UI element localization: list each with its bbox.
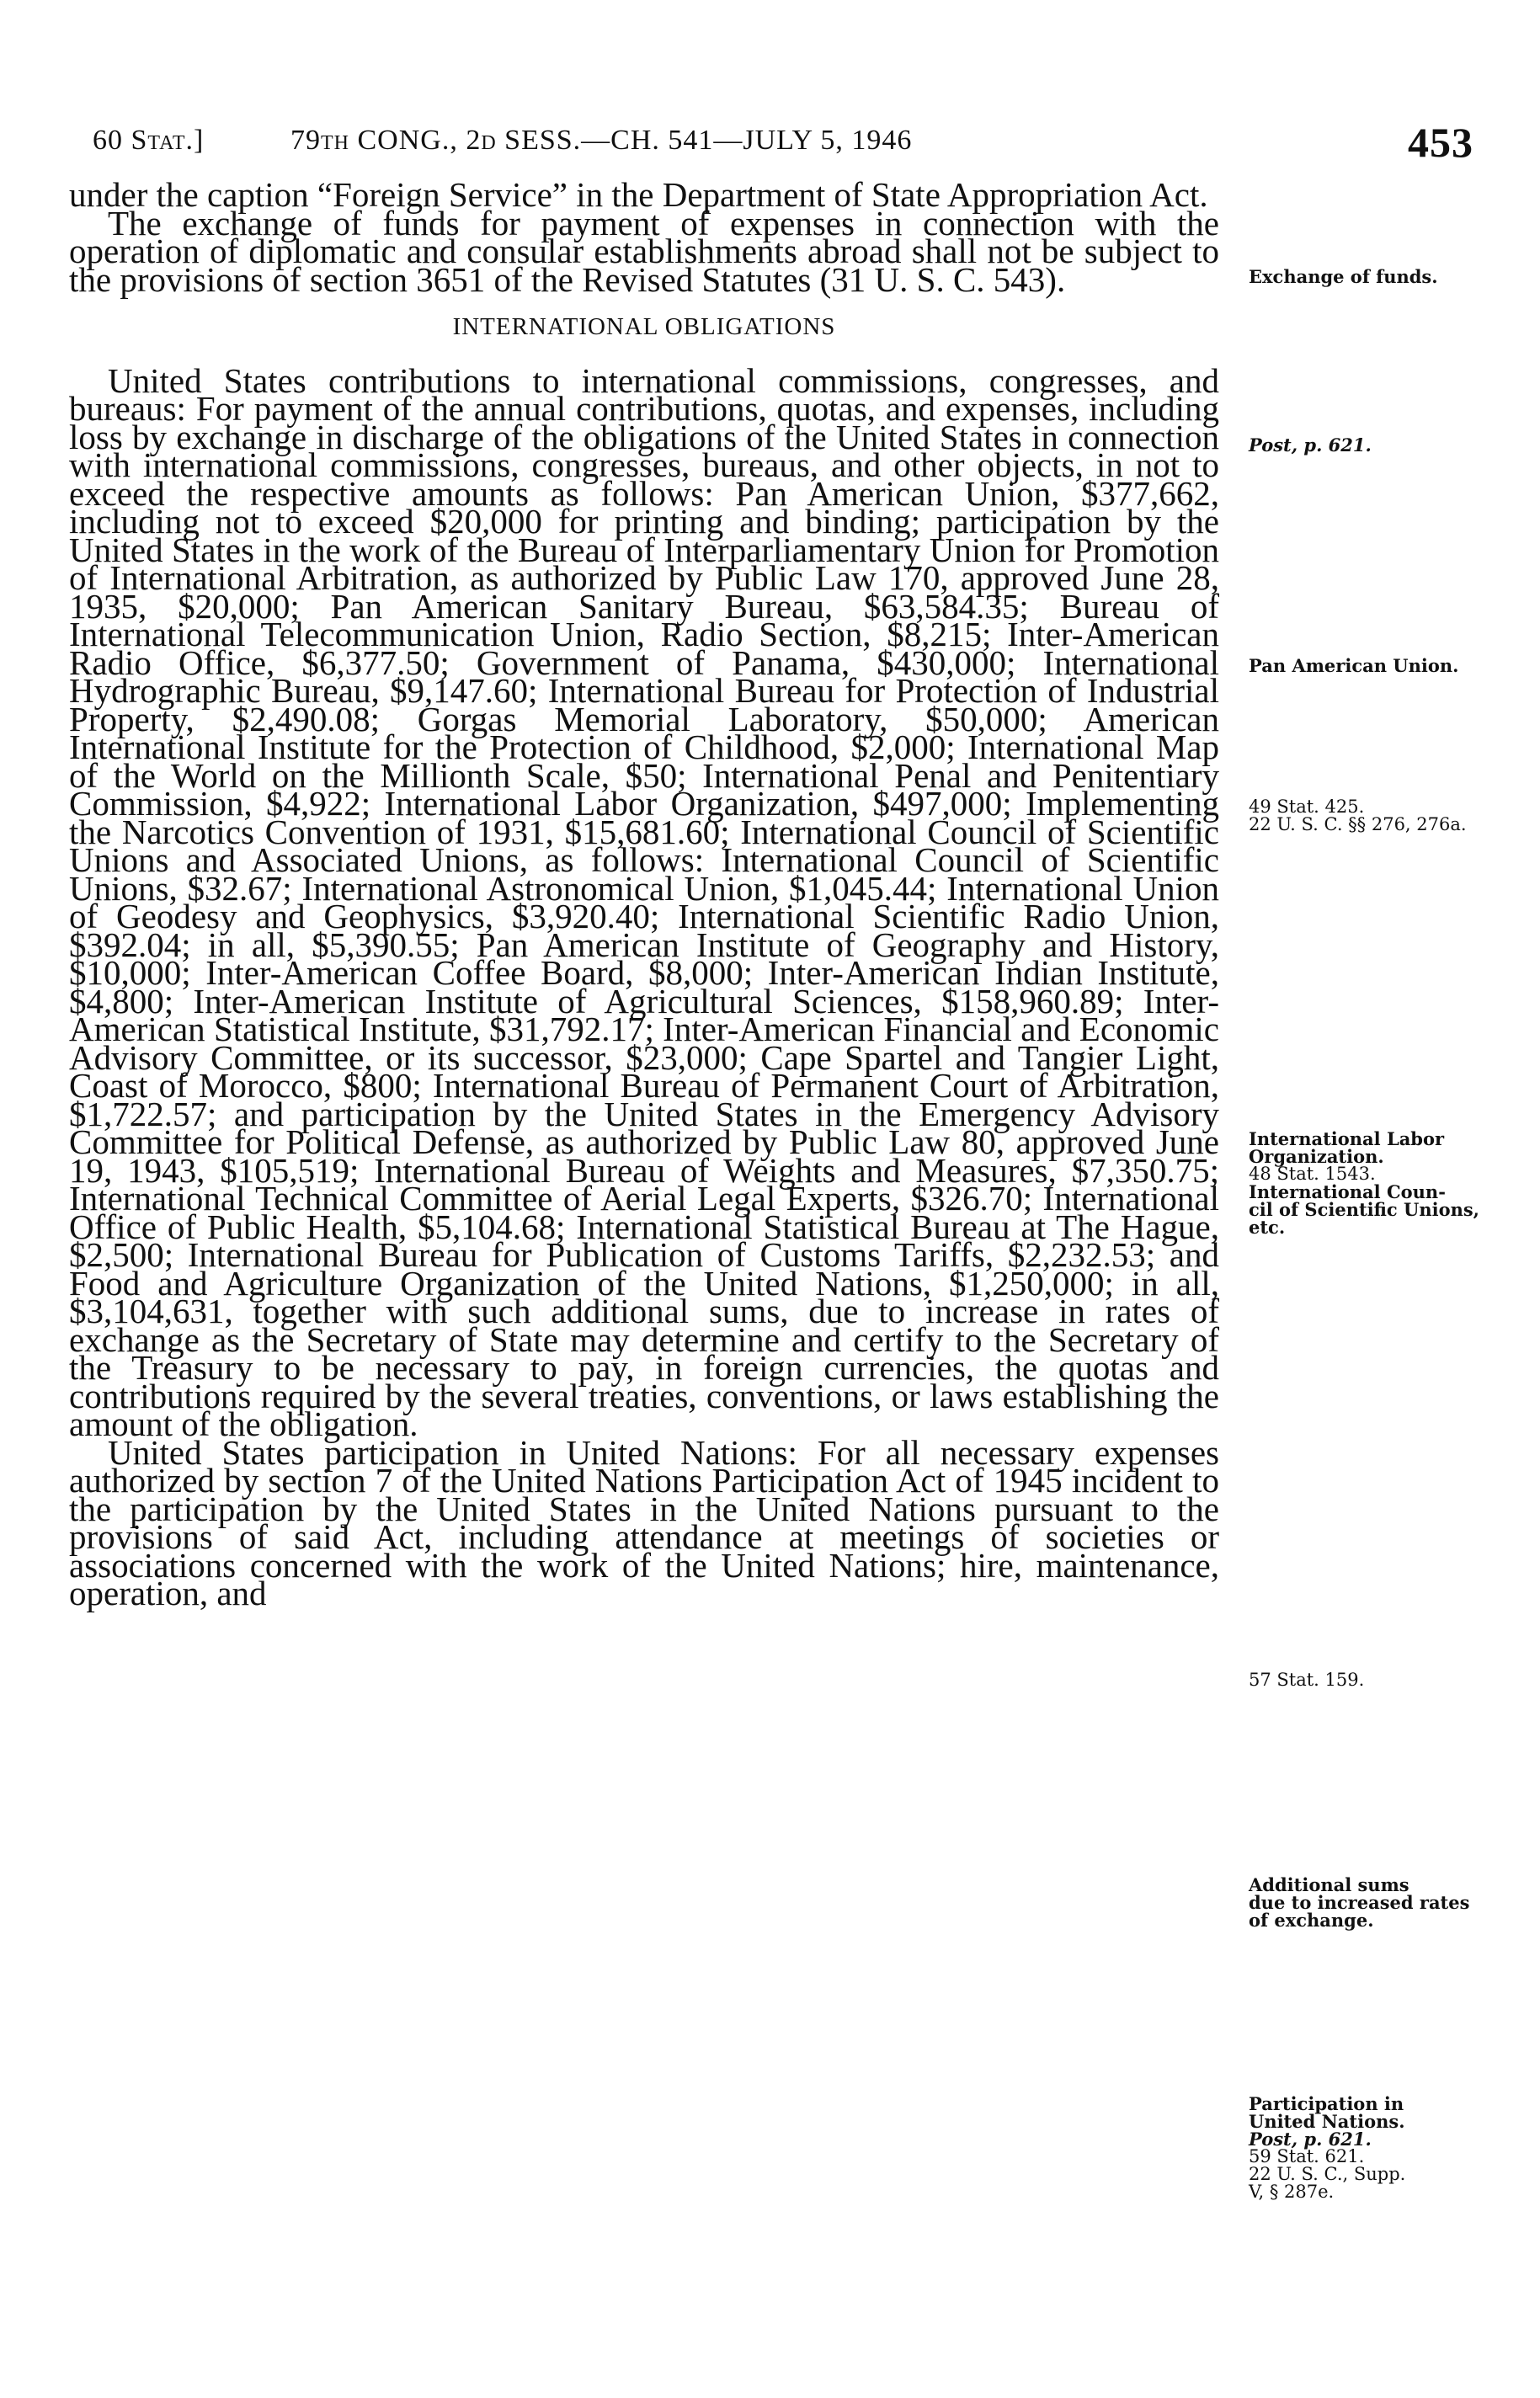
page-number: 453 <box>1408 119 1473 166</box>
paragraph-exchange-of-funds: The exchange of funds for payment of expenses in connection with the operation of diplomatic and consular establishments abroad shall not be subject to the provisions of section 3651 of the Revised Statutes (31 U. S. C. 543). <box>69 203 1219 299</box>
paragraph-contributions: United States contributions to international commissions, congresses, and bureaus: For payment of the annual contributions, quotas, and expenses, including loss by exchange in discharge of the obligations of the United States in connection with international commissions, congresses, bureaus, and other objects, in not to exceed the respective amounts as follows: Pan American Union, $377,662, including not to exceed $20,000 for printing and binding; participation by the United States in the work of the Bureau of Interparliamentary Union for Promotion of International Arbitration, as authorized by Public Law 170, approved June 28, 1935, $20,000; Pan American Sanitary Bureau, $63,584.35; Bureau of International Telecommunication Union, Radio Section, $8,215; Inter-American Radio Office, $6,377.50; Government of Panama, $430,000; International Hydrographic Bureau, $9,147.60; International Bureau for Protection of Industrial Property, $2,490.08; Gorgas Memorial Laboratory, $50,000; American International Institute for the Protection of Childhood, $2,000; International Map of the World on the Millionth Scale, $50; International Penal and Penitentiary Commission, $4,922; International Labor Organization, $497,000; Implementing the Narcotics Convention of 1931, $15,681.60; International Council of Scientific Unions and Associated Unions, as follows: International Council of Scientific Unions, $32.67; International Astronomical Union, $1,045.44; International Union of Geodesy and Geophysics, $3,920.40; International Scientific Radio Union, $392.04; in all, $5,390.55; Pan American Institute of Geography and History, $10,000; Inter-American Coffee Board, $8,000; Inter-American Indian Institute, $4,800; Inter-American Institute of Agricultural Sciences, $158,960.89; Inter-American Statistical Institute, $31,792.17; Inter-American Financial and Economic Advisory Committee, or its successor, $23,000; Cape Spartel and Tangier Light, Coast of Morocco, $800; International Bureau of Permanent Court of Arbitration, $1,722.57; and participation by the United States in the Emergency Advisory Committee for Political Defense, as authorized by Public Law 80, approved June 19, 1943, $105,519; International Bureau of Weights and Measures, $7,350.75; International Technical Committee of Aerial Legal Experts, $326.70; International Office of Public Health, $5,104.68; International Statistical Bureau at The Hague, $2,500; International Bureau for Publication of Customs Tariffs, $2,232.53; and Food and Agriculture Organization of the United Nations, $1,250,000; in all, $3,104,631, together with such additional sums, due to increase in rates of exchange as the Secretary of State may determine and certify to the Secretary of the Treasury to be necessary to pay, in foreign currencies, the quotas and contributions required by the several treaties, conventions, or laws establishing the amount of the obligation. <box>69 360 1219 1443</box>
section-heading: INTERNATIONAL OBLIGATIONS <box>452 313 836 340</box>
running-head <box>93 118 1473 168</box>
margin-note-additional-sums: Additional sums due to increased rates of exchange. <box>1249 1874 1470 1931</box>
margin-note-stat-49: 49 Stat. 425. 22 U. S. C. §§ 276, 276a. <box>1249 797 1467 834</box>
paragraph-continuation: under the caption “Foreign Service” in the Department of State Appropriation Act. <box>69 175 1208 214</box>
margin-note-exchange-of-funds: Exchange of funds. <box>1249 266 1438 287</box>
session-chapter-date: 79th CONG., 2d SESS.—CH. 541—JULY 5, 1946 <box>290 125 913 156</box>
margin-note-pan-american-union: Pan American Union. <box>1249 655 1459 676</box>
margin-note-ilo: International Labor Organization. 48 Stat. 1543. International Coun- cil of Scientific Unions, etc. <box>1249 1128 1479 1238</box>
stat-volume: 60 Stat.] <box>93 125 205 156</box>
paragraph-un-participation: United States participation in United Nations: For all necessary expenses authorized by section 7 of the United Nations Participation Act of 1945 incident to the participation by the United States in the United Nations pursuant to the provisions of said Act, including attendance at meetings of societies or associations concerned with the work of the United Nations; hire, maintenance, operation, and <box>69 1432 1219 1612</box>
margin-note-un-participation: Participation in United Nations. Post, p. 621. 59 Stat. 621. 22 U. S. C., Supp. V, § 287e. <box>1249 2093 1406 2202</box>
body-text <box>69 175 1219 1612</box>
margin-note-stat-57: 57 Stat. 159. <box>1249 1670 1365 1690</box>
margin-note-post-621: Post, p. 621. <box>1249 434 1372 456</box>
